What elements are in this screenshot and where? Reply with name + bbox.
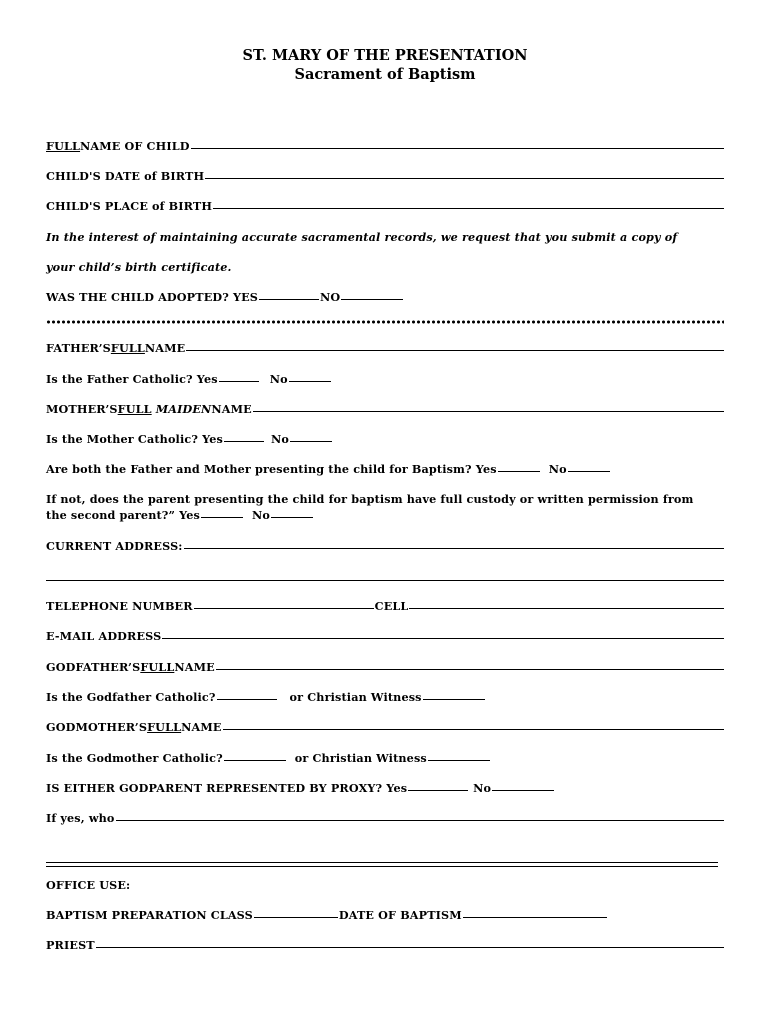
godmother-name-row	[46, 720, 724, 734]
proxy-no-field[interactable]	[492, 789, 554, 791]
child-name-field[interactable]	[191, 147, 724, 149]
mother-name-field[interactable]	[253, 410, 724, 412]
godfather-name-field[interactable]	[216, 668, 724, 670]
child-pob-label: CHILD'S PLACE of BIRTH	[46, 199, 213, 213]
prep-class-label: BAPTISM PREPARATION CLASS	[46, 908, 253, 922]
email-field[interactable]	[162, 637, 724, 639]
proxy-label: IS EITHER GODPARENT REPRESENTED BY PROXY? Yes	[46, 781, 408, 795]
priest-label: PRIEST	[46, 938, 95, 952]
father-catholic-no-field[interactable]	[289, 380, 331, 382]
full-emphasis: FULL	[46, 139, 81, 153]
full-emphasis: FULL	[110, 341, 145, 355]
prep-class-field[interactable]	[254, 916, 338, 918]
birth-certificate-note-line2: your child’s birth certificate.	[46, 260, 232, 274]
both-parents-label: Are both the Father and Mother presenting the child for Baptism? Yes	[46, 462, 497, 476]
godmother-name-field[interactable]	[223, 728, 724, 730]
proxy-who-field[interactable]	[116, 819, 724, 821]
father-catholic-label: Is the Father Catholic? Yes	[46, 372, 218, 386]
godmother-catholic-label: Is the Godmother Catholic?	[46, 751, 223, 765]
godmother-label-suffix: NAME	[181, 720, 222, 734]
adopted-no-field[interactable]	[341, 298, 403, 300]
form-subtitle: Sacrament of Baptism	[294, 66, 476, 83]
baptism-date-field[interactable]	[463, 916, 607, 918]
godfather-label-suffix: NAME	[174, 660, 215, 674]
godmother-catholic-field[interactable]	[224, 759, 286, 761]
child-dob-label: CHILD'S DATE of BIRTH	[46, 169, 205, 183]
custody-line1: If not, does the parent presenting the child for baptism have full custody or written permission from	[46, 492, 694, 506]
phone-field[interactable]	[194, 607, 374, 609]
proxy-no-label: No	[473, 781, 492, 795]
godmother-label-prefix: GODMOTHER’S	[46, 720, 148, 734]
cell-label: CELL	[374, 599, 409, 613]
father-name-field[interactable]	[186, 349, 724, 351]
both-parents-row	[46, 462, 724, 476]
custody-question	[46, 491, 724, 523]
birth-certificate-note-line1: In the interest of maintaining accurate sacramental records, we request that you submit a copy of	[46, 230, 678, 244]
custody-line2: the second parent?” Yes	[46, 508, 201, 522]
priest-field[interactable]	[96, 946, 724, 948]
both-parents-no-label: No	[548, 462, 567, 476]
child-full-name-row	[46, 139, 724, 153]
custody-no-label: No	[252, 508, 271, 522]
godmother-catholic-row	[46, 751, 724, 765]
mother-label-suffix: NAME	[211, 402, 252, 416]
phone-label: TELEPHONE NUMBER	[46, 599, 193, 613]
priest-row	[46, 938, 724, 952]
custody-yes-field[interactable]	[201, 516, 243, 518]
child-dob-row	[46, 169, 724, 183]
form-title: ST. MARY OF THE PRESENTATION	[242, 47, 528, 64]
address-field-line2[interactable]	[46, 580, 724, 581]
godmother-witness-field[interactable]	[428, 759, 490, 761]
godfather-label-prefix: GODFATHER’S	[46, 660, 141, 674]
baptism-date-label: DATE OF BAPTISM	[338, 908, 462, 922]
father-name-row	[46, 341, 724, 355]
godmother-witness-label: or Christian Witness	[294, 751, 427, 765]
email-label: E-MAIL ADDRESS	[46, 629, 162, 643]
godfather-catholic-field[interactable]	[217, 698, 277, 700]
maiden-emphasis: MAIDEN	[155, 402, 212, 416]
both-parents-yes-field[interactable]	[498, 470, 540, 472]
proxy-yes-field[interactable]	[408, 789, 468, 791]
email-row	[46, 629, 724, 643]
both-parents-no-field[interactable]	[568, 470, 610, 472]
godfather-witness-label: or Christian Witness	[289, 690, 422, 704]
address-row	[46, 539, 724, 553]
mother-catholic-label: Is the Mother Catholic? Yes	[46, 432, 223, 446]
proxy-who-label: If yes, who	[46, 811, 115, 825]
godfather-name-row	[46, 660, 724, 674]
custody-line2-row	[46, 507, 724, 523]
father-catholic-no-label: No	[269, 372, 288, 386]
mother-catholic-no-field[interactable]	[290, 440, 332, 442]
full-emphasis: FULL	[140, 660, 175, 674]
address-label: CURRENT ADDRESS:	[46, 539, 183, 553]
child-pob-row	[46, 199, 724, 213]
father-label-suffix: NAME	[144, 341, 186, 355]
adopted-row	[46, 290, 724, 304]
adopted-no-label: NO	[320, 290, 341, 304]
adopted-label: WAS THE CHILD ADOPTED? YES	[46, 290, 259, 304]
father-label-prefix: FATHER’S	[46, 341, 111, 355]
custody-no-field[interactable]	[271, 516, 313, 518]
child-dob-field[interactable]	[205, 177, 724, 179]
child-name-label: NAME OF CHILD	[80, 139, 190, 153]
godfather-witness-field[interactable]	[423, 698, 485, 700]
proxy-who-row	[46, 811, 724, 825]
proxy-row	[46, 781, 724, 795]
office-class-row	[46, 908, 724, 922]
office-use-heading: OFFICE USE:	[46, 878, 131, 892]
full-emphasis: FULL	[117, 402, 152, 416]
mother-catholic-no-label: No	[270, 432, 289, 446]
full-emphasis: FULL	[147, 720, 182, 734]
godfather-catholic-row	[46, 690, 724, 704]
cell-field[interactable]	[409, 607, 724, 609]
child-pob-field[interactable]	[213, 207, 724, 209]
section-divider-dotted	[46, 320, 724, 324]
father-catholic-row	[46, 372, 724, 386]
address-field[interactable]	[184, 547, 724, 549]
mother-label-prefix: MOTHER’S	[46, 402, 118, 416]
phone-row	[46, 599, 724, 613]
father-catholic-yes-field[interactable]	[219, 380, 259, 382]
mother-catholic-yes-field[interactable]	[224, 440, 264, 442]
adopted-yes-field[interactable]	[259, 298, 319, 300]
godfather-catholic-label: Is the Godfather Catholic?	[46, 690, 216, 704]
mother-name-row	[46, 402, 724, 416]
office-use-divider	[46, 862, 718, 867]
mother-catholic-row	[46, 432, 724, 446]
